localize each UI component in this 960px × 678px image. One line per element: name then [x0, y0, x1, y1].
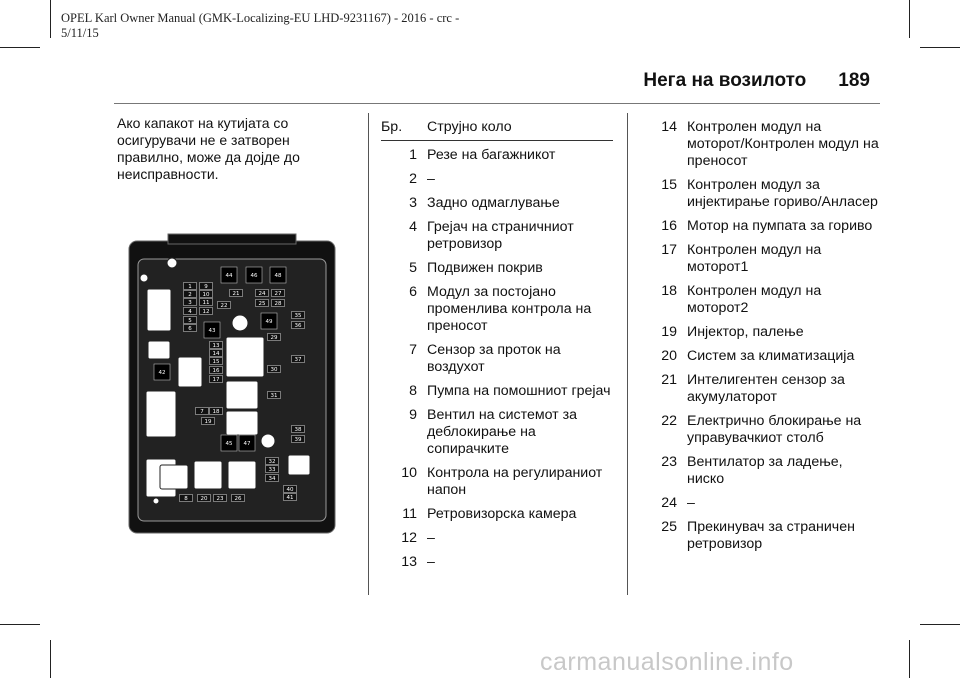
fuse-label-10: 10	[202, 292, 210, 298]
table-row	[381, 342, 613, 376]
fuse-number: 2	[409, 171, 417, 187]
crop-mark	[50, 640, 51, 678]
doc-header-line1: OPEL Karl Owner Manual (GMK-Localizing-EU LHD-9231167) - 2016 - crc -	[61, 11, 460, 25]
fuse-label-5: 5	[188, 318, 192, 324]
col-circuit-header: Струјно коло	[427, 119, 512, 135]
fuse-label-2: 2	[188, 292, 192, 298]
table-row	[641, 372, 881, 406]
fuse-label-41: 41	[286, 495, 294, 501]
document-header	[61, 11, 459, 41]
fuse-label-23: 23	[216, 496, 224, 502]
table-row	[381, 260, 613, 277]
fuse-label-19: 19	[204, 419, 212, 425]
fuse-label-33: 33	[268, 467, 276, 473]
table-row	[641, 177, 881, 211]
fuse-label-43: 43	[208, 328, 216, 334]
table-row	[381, 554, 613, 571]
circuit-name: Интелигентен сензор за акумулаторот	[687, 372, 845, 405]
fuse-number: 18	[661, 283, 677, 299]
table-row	[381, 195, 613, 212]
circuit-name: Контрола на регулираниот напон	[427, 465, 603, 498]
fuse-number: 10	[401, 465, 417, 481]
fuse-label-28: 28	[274, 301, 282, 307]
crop-mark	[909, 0, 910, 38]
fuse-label-32: 32	[268, 459, 276, 465]
fuse-number: 8	[409, 383, 417, 399]
fuse-label-42: 42	[158, 370, 166, 376]
fuse-number: 17	[661, 242, 677, 258]
fuse-label-8: 8	[184, 496, 188, 502]
fuse-label-35: 35	[294, 313, 302, 319]
circuit-name: Пумпа на помошниот грејач	[427, 383, 611, 399]
section-title: Нега на возилото	[643, 70, 807, 91]
column-divider-right	[627, 113, 628, 595]
table-row	[641, 495, 881, 512]
fuse-label-6: 6	[188, 326, 192, 332]
fuse-label-37: 37	[294, 357, 302, 363]
header-rule	[114, 103, 880, 104]
fuse-number: 1	[409, 147, 417, 163]
fuse-label-4: 4	[188, 309, 192, 315]
circuit-name: Вентил на системот за деблокирање на сопирачките	[427, 407, 578, 457]
circuit-name: Сензор за проток на воздухот	[427, 342, 561, 375]
fuse-label-14: 14	[212, 351, 220, 357]
fuse-label-30: 30	[270, 367, 278, 373]
circuit-name: Грејач на страничниот ретровизор	[427, 219, 574, 252]
table-row	[381, 171, 613, 188]
table-header	[381, 119, 613, 141]
column-divider-left	[368, 113, 369, 595]
table-row	[641, 324, 881, 341]
table-row	[641, 519, 881, 553]
fuse-number: 21	[661, 372, 677, 388]
fuse-label-15: 15	[212, 359, 220, 365]
circuit-name: Електрично блокирање на управувачкиот столб	[687, 413, 862, 446]
fuse-label-46: 46	[250, 273, 258, 279]
table-row	[641, 454, 881, 488]
fuse-table-right	[641, 119, 881, 560]
fuse-number: 15	[661, 177, 677, 193]
crop-mark	[920, 47, 960, 48]
fuse-label-45: 45	[225, 441, 233, 447]
fuse-label-47: 47	[243, 441, 251, 447]
fuse-number: 20	[661, 348, 677, 364]
page-number: 189	[838, 70, 870, 91]
fuse-label-12: 12	[202, 309, 210, 315]
circuit-name: Систем за климатизација	[687, 348, 855, 364]
fuse-label-21: 21	[232, 291, 240, 297]
fuse-label-40: 40	[286, 487, 294, 493]
crop-mark	[0, 624, 40, 625]
fuse-box-tab	[168, 234, 296, 244]
running-head	[643, 70, 870, 92]
fuse-label-25: 25	[258, 301, 266, 307]
fuse-number: 23	[661, 454, 677, 470]
circuit-name: Подвижен покрив	[427, 260, 543, 276]
fuse-number: 11	[402, 506, 417, 522]
circuit-name: Ретровизорска камера	[427, 506, 577, 522]
table-row	[381, 407, 613, 458]
intro-paragraph: Ако капакот на кутијата со осигурувачи не е затворен правилно, може да дојде до неисправности.	[117, 115, 300, 182]
table-row	[381, 284, 613, 335]
crop-mark	[50, 0, 51, 38]
fuse-table-left	[381, 119, 613, 578]
fuse-number: 14	[661, 119, 677, 135]
table-row	[641, 413, 881, 447]
fuse-number: 9	[409, 407, 417, 423]
fuse-number: 13	[401, 554, 417, 570]
fuse-label-22: 22	[220, 303, 228, 309]
circuit-name: Контролен модул за инјектирање гориво/Анласер	[687, 177, 878, 210]
table-row	[641, 348, 881, 365]
fuse-label-20: 20	[200, 496, 208, 502]
fuse-number: 24	[661, 495, 677, 511]
fuse-label-18: 18	[212, 409, 220, 415]
fuse-number: 22	[661, 413, 677, 429]
fuse-label-31: 31	[270, 393, 278, 399]
circuit-name: Вентилатор за ладење, ниско	[687, 454, 843, 487]
circuit-name: Мотор на пумпата за гориво	[687, 218, 873, 234]
fuse-number: 6	[409, 284, 417, 300]
circuit-name: Модул за постојано променлива контрола на преносот	[427, 284, 592, 334]
fuse-label-3: 3	[188, 300, 192, 306]
fuse-number: 3	[409, 195, 417, 211]
table-row	[381, 465, 613, 499]
fuse-label-39: 39	[294, 437, 302, 443]
fuse-box-diagram	[128, 233, 336, 535]
table-row	[381, 383, 613, 400]
circuit-name: –	[427, 171, 435, 187]
fuse-label-38: 38	[294, 427, 302, 433]
table-row	[381, 219, 613, 253]
table-row	[381, 530, 613, 547]
circuit-name: Прекинувач за страничен ретровизор	[687, 519, 855, 552]
fuse-label-36: 36	[294, 323, 302, 329]
crop-mark	[909, 640, 910, 678]
fuse-number: 19	[661, 324, 677, 340]
circuit-name: Задно одмаглување	[427, 195, 560, 211]
fuse-label-29: 29	[270, 335, 278, 341]
fuse-label-9: 9	[204, 284, 208, 290]
table-row	[641, 283, 881, 317]
doc-header-line2: 5/11/15	[61, 26, 99, 40]
table-row	[381, 147, 613, 164]
circuit-name: Контролен модул на моторот1	[687, 242, 822, 275]
watermark: carmanualsonline.info	[540, 648, 794, 676]
fuse-label-7: 7	[200, 409, 204, 415]
fuse-label-44: 44	[225, 273, 233, 279]
table-row	[641, 218, 881, 235]
fuse-label-24: 24	[258, 291, 266, 297]
fuse-number: 25	[661, 519, 677, 535]
circuit-name: Инјектор, палење	[687, 324, 804, 340]
circuit-name: Резе на багажникот	[427, 147, 556, 163]
fuse-label-49: 49	[265, 319, 273, 325]
circuit-name: –	[687, 495, 695, 511]
fuse-label-13: 13	[212, 343, 220, 349]
fuse-number: 7	[409, 342, 417, 358]
fuse-label-17: 17	[212, 377, 220, 383]
fuse-label-16: 16	[212, 368, 220, 374]
fuse-label-48: 48	[274, 273, 282, 279]
col-no-header: Бр.	[381, 119, 403, 135]
circuit-name: –	[427, 554, 435, 570]
fuse-label-27: 27	[274, 291, 282, 297]
table-row	[381, 506, 613, 523]
fuse-label-26: 26	[234, 496, 242, 502]
fuse-label-11: 11	[202, 300, 210, 306]
circuit-name: –	[427, 530, 435, 546]
circuit-name: Контролен модул на моторот/Контролен модул на преносот	[687, 119, 879, 169]
fuse-number: 5	[409, 260, 417, 276]
crop-mark	[920, 624, 960, 625]
fuse-number: 4	[409, 219, 417, 235]
fuse-label-1: 1	[188, 284, 192, 290]
fuse-label-34: 34	[268, 476, 276, 482]
table-row	[641, 119, 881, 170]
crop-mark	[0, 47, 40, 48]
fuse-number: 16	[661, 218, 677, 234]
table-row	[641, 242, 881, 276]
fuse-number: 12	[401, 530, 417, 546]
circuit-name: Контролен модул на моторот2	[687, 283, 822, 316]
